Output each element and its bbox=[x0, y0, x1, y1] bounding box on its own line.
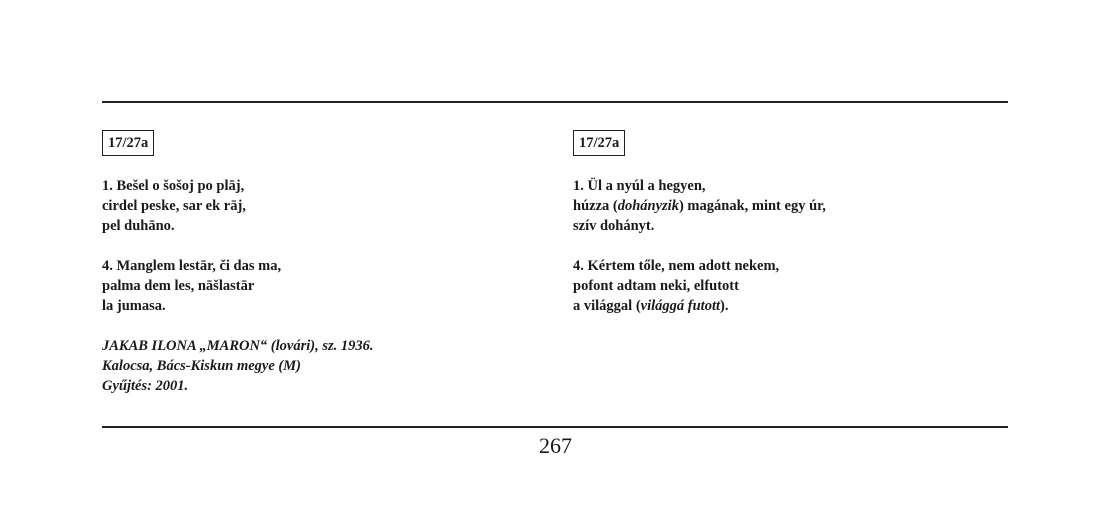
right-stanza-1-line-2-pre: húzza ( bbox=[573, 198, 618, 214]
left-stanza-1 bbox=[102, 176, 532, 236]
left-stanza-2 bbox=[102, 256, 532, 316]
right-stanza-1 bbox=[573, 176, 1003, 236]
right-stanza-2-line-3-post: ). bbox=[720, 298, 729, 314]
right-stanza-2-line-3 bbox=[573, 296, 1003, 316]
right-stanza-1-line-3: szív dohányt. bbox=[573, 218, 655, 234]
right-stanza-1-line-2-gloss: dohányzik bbox=[617, 198, 679, 214]
left-stanza-1-line-3: pel duhāno. bbox=[102, 218, 175, 234]
right-stanza-2-line-2: pofont adtam neki, elfutott bbox=[573, 278, 739, 294]
page-number: 267 bbox=[539, 433, 572, 458]
top-rule bbox=[102, 101, 1008, 103]
left-stanza-1-line-2: cirdel peske, sar ek rāj, bbox=[102, 198, 246, 214]
left-stanza-2-line-3: la jumasa. bbox=[102, 298, 166, 314]
right-stanza-1-line-1: 1. Ül a nyúl a hegyen, bbox=[573, 178, 706, 194]
performer-location: Kalocsa, Bács-Kiskun megye (M) bbox=[102, 358, 301, 374]
left-stanza-1-line-1: 1. Bešel o šošoj po plāj, bbox=[102, 178, 245, 194]
right-stanza-2-line-1: 4. Kértem tőle, nem adott nekem, bbox=[573, 258, 780, 274]
right-stanza-2-line-3-gloss: világgá futott bbox=[640, 298, 721, 314]
left-column bbox=[102, 130, 532, 396]
right-stanza-1-line-2 bbox=[573, 196, 1003, 216]
right-song-label: 17/27a bbox=[573, 130, 625, 156]
left-stanza-2-line-2: palma dem les, nāšlastār bbox=[102, 278, 255, 294]
collection-date: Gyűjtés: 2001. bbox=[102, 378, 189, 394]
right-stanza-2-line-3-pre: a világgal ( bbox=[573, 298, 641, 314]
left-song-label: 17/27a bbox=[102, 130, 154, 156]
bottom-rule bbox=[102, 426, 1008, 428]
performer-name: JAKAB ILONA „MARON“ (lovári), sz. 1936. bbox=[102, 338, 374, 354]
right-stanza-2 bbox=[573, 256, 1003, 316]
performer-credit bbox=[102, 336, 532, 396]
left-stanza-2-line-1: 4. Manglem lestār, či das ma, bbox=[102, 258, 282, 274]
right-column bbox=[573, 130, 1003, 316]
right-stanza-1-line-2-post: ) magának, mint egy úr, bbox=[678, 198, 826, 214]
